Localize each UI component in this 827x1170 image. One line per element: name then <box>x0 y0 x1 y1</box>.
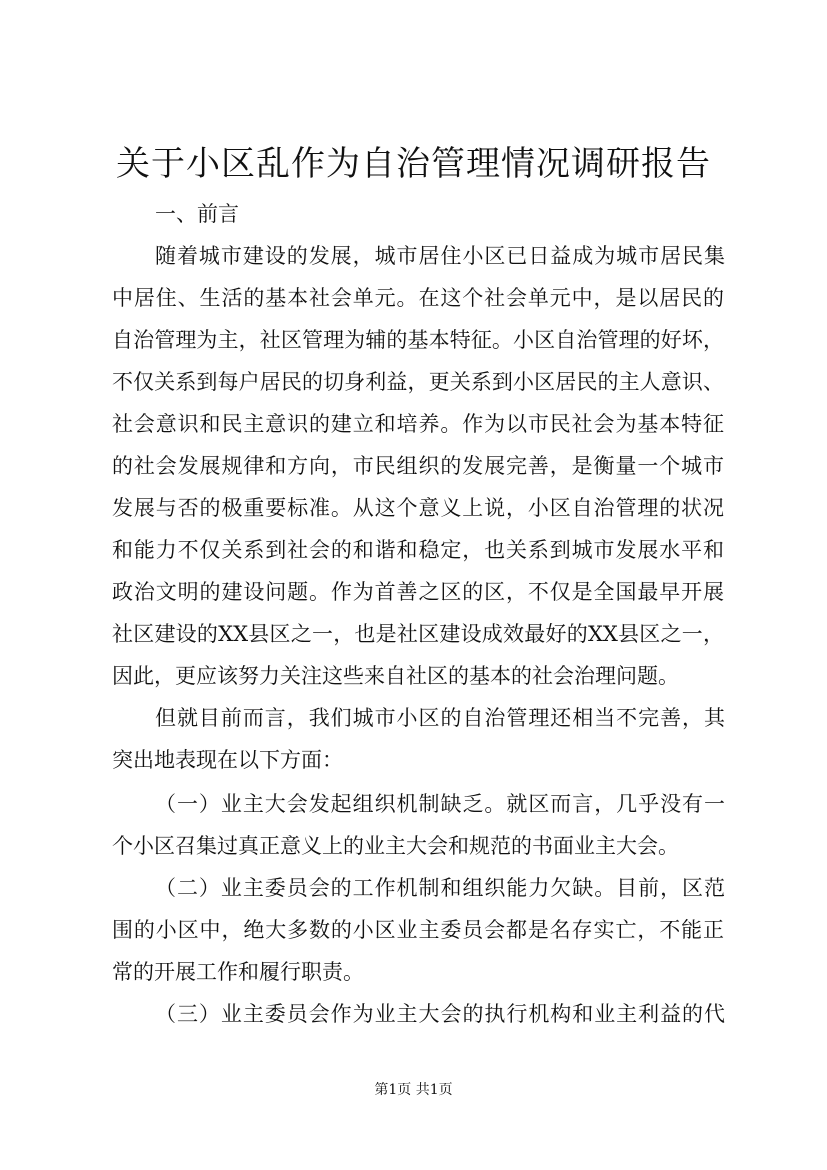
paragraph-1-line-11: 因此，更应该努力关注这些来自社区的基本的社会治理问题。 <box>112 664 679 688</box>
paragraph-1-line-6: 的社会发展规律和方向，市民组织的发展完善，是衡量一个城市 <box>112 454 724 478</box>
paragraph-1-line-3: 自治管理为主，社区管理为辅的基本特征。小区自治管理的好坏， <box>112 328 724 352</box>
paragraph-1-line-9: 政治文明的建设问题。作为首善之区的区，不仅是全国最早开展 <box>112 580 724 604</box>
paragraph-1-line-2: 中居住、生活的基本社会单元。在这个社会单元中，是以居民的 <box>112 286 724 310</box>
paragraph-1-line-1: 随着城市建设的发展，城市居住小区已日益成为城市居民集 <box>155 244 725 268</box>
section-heading: 一、前言 <box>155 202 239 226</box>
page-footer: 第1页 共1页 <box>374 1082 453 1098</box>
paragraph-2-line-2: 突出地表现在以下方面： <box>112 748 343 772</box>
paragraph-5-line-1: （三）业主委员会作为业主大会的执行机构和业主利益的代 <box>155 1002 725 1026</box>
paragraph-1-line-8: 和能力不仅关系到社会的和谐和稳定，也关系到城市发展水平和 <box>112 538 724 562</box>
paragraph-1-line-10: 社区建设的XX县区之一，也是社区建设成效最好的XX县区之一， <box>112 622 724 646</box>
paragraph-4-line-1: （二）业主委员会的工作机制和组织能力欠缺。目前，区范 <box>155 876 725 900</box>
paragraph-1-line-7: 发展与否的极重要标准。从这个意义上说，小区自治管理的状况 <box>112 496 724 520</box>
paragraph-1-line-4: 不仅关系到每户居民的切身利益，更关系到小区居民的主人意识、 <box>112 370 724 394</box>
document-title: 关于小区乱作为自治管理情况调研报告 <box>116 144 711 184</box>
paragraph-3-line-2: 个小区召集过真正意义上的业主大会和规范的书面业主大会。 <box>112 834 679 858</box>
paragraph-1-line-5: 社会意识和民主意识的建立和培养。作为以市民社会为基本特征 <box>112 412 724 436</box>
paragraph-3-line-1: （一）业主大会发起组织机制缺乏。就区而言，几乎没有一 <box>155 792 725 816</box>
paragraph-4-line-2: 围的小区中，绝大多数的小区业主委员会都是名存实亡，不能正 <box>112 918 724 942</box>
paragraph-2-line-1: 但就目前而言，我们城市小区的自治管理还相当不完善，其 <box>155 706 725 730</box>
paragraph-4-line-3: 常的开展工作和履行职责。 <box>112 960 364 984</box>
